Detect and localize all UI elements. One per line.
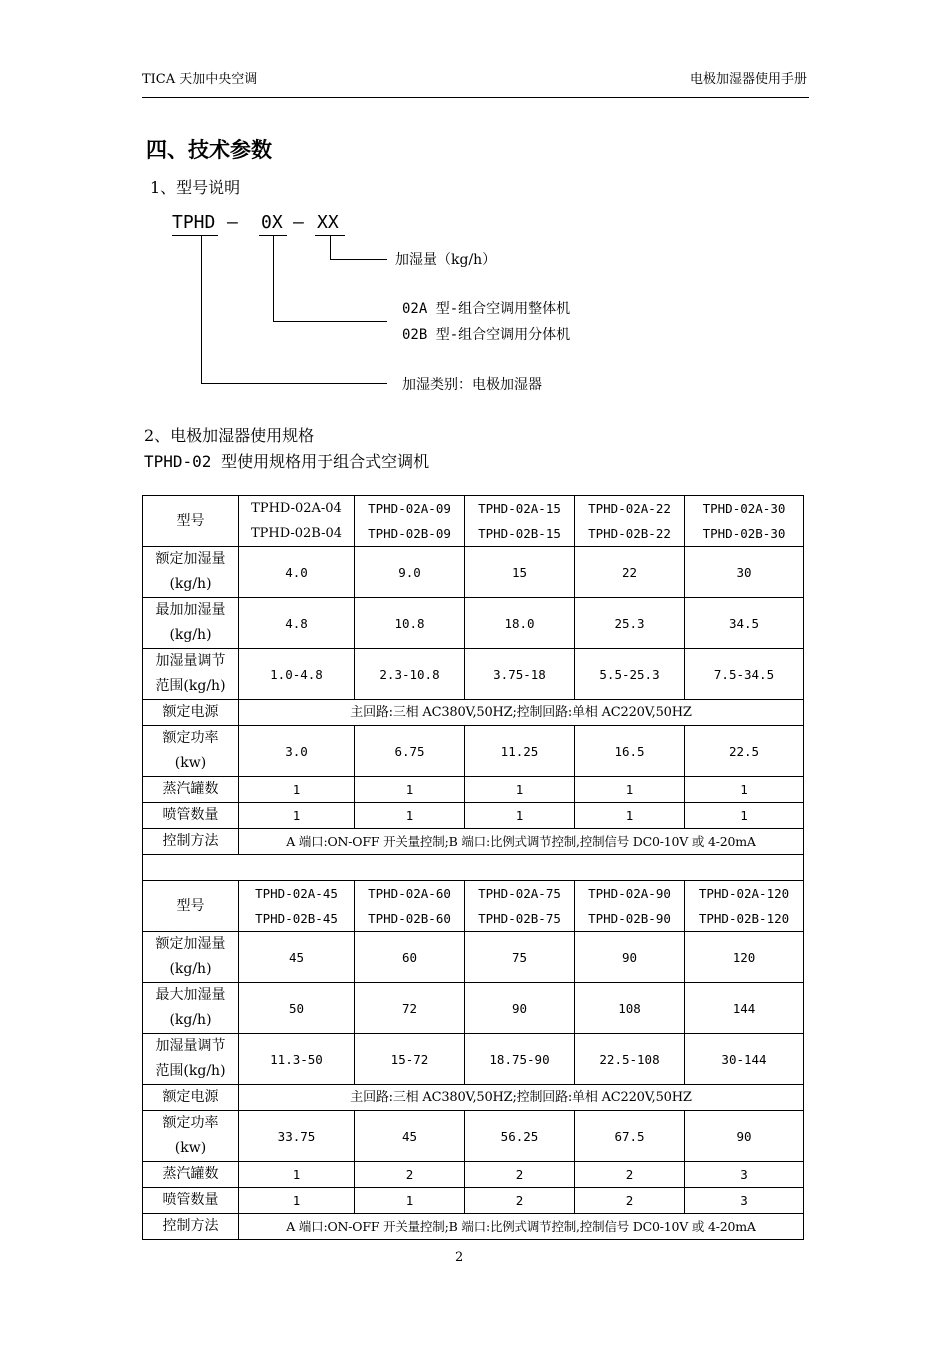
table-spacer-cell <box>143 855 804 881</box>
table1-nozzles-row <box>143 803 804 829</box>
table1-power-row <box>143 726 804 777</box>
table-cell: 3.0 <box>239 726 355 777</box>
table-cell: 1 <box>465 777 575 803</box>
table-cell: 72 <box>355 983 465 1034</box>
table-cell: 1 <box>685 803 804 829</box>
table-cell: 1 <box>465 803 575 829</box>
table-cell: 1 <box>355 777 465 803</box>
table-cell: 3.75-18 <box>465 649 575 700</box>
table2-tanks-row <box>143 1162 804 1188</box>
table2-model-cell: TPHD-02A-45 TPHD-02B-45 <box>239 881 355 932</box>
spec-table <box>142 495 804 1240</box>
table2-nozzles-label: 喷管数量 <box>143 1188 239 1214</box>
table1-model-cell: TPHD-02A-15 TPHD-02B-15 <box>465 496 575 547</box>
table2-rated-row <box>143 932 804 983</box>
table1-supply-row <box>143 700 804 726</box>
table-cell: 90 <box>465 983 575 1034</box>
table-cell: 120 <box>685 932 804 983</box>
table2-supply-row <box>143 1085 804 1111</box>
table-cell: 2 <box>575 1162 685 1188</box>
table-cell: 2 <box>355 1162 465 1188</box>
table-cell: 18.75-90 <box>465 1034 575 1085</box>
table-cell: 18.0 <box>465 598 575 649</box>
table1-model-cell: TPHD-02A-30 TPHD-02B-30 <box>685 496 804 547</box>
table-cell: 3 <box>685 1162 804 1188</box>
table1-nozzles-label: 喷管数量 <box>143 803 239 829</box>
table-cell: 34.5 <box>685 598 804 649</box>
table-cell: 2 <box>465 1162 575 1188</box>
table2-control-row <box>143 1214 804 1240</box>
spec-heading: 2、电极加湿器使用规格 <box>144 426 315 445</box>
table2-supply-label: 额定电源 <box>143 1085 239 1111</box>
table1-supply-value: 主回路:三相 AC380V,50HZ;控制回路:单相 AC220V,50HZ <box>239 700 804 726</box>
table-cell: 25.3 <box>575 598 685 649</box>
table1-rated-label: 额定加湿量 (kg/h) <box>143 547 239 598</box>
table-cell: 1.0-4.8 <box>239 649 355 700</box>
table1-tanks-row <box>143 777 804 803</box>
code-part1: TPHD <box>172 212 216 233</box>
table-cell: 1 <box>355 1188 465 1214</box>
table1-model-cell: TPHD-02A-04 TPHD-02B-04 <box>239 496 355 547</box>
table1-max-row <box>143 598 804 649</box>
table-cell: 15 <box>465 547 575 598</box>
table-cell: 4.8 <box>239 598 355 649</box>
header-right: 电极加湿器使用手册 <box>689 72 807 87</box>
table2-max-label: 最大加湿量 (kg/h) <box>143 983 239 1034</box>
table-cell: 2.3-10.8 <box>355 649 465 700</box>
table1-supply-label: 额定电源 <box>143 700 239 726</box>
table-cell: 11.25 <box>465 726 575 777</box>
bracket-vline-type <box>201 235 202 383</box>
table-cell: 90 <box>575 932 685 983</box>
table-cell: 3 <box>685 1188 804 1214</box>
table1-control-label: 控制方法 <box>143 829 239 855</box>
table2-max-row <box>143 983 804 1034</box>
table2-rated-label: 额定加湿量 (kg/h) <box>143 932 239 983</box>
table-cell: 1 <box>575 803 685 829</box>
section-title: 四、技术参数 <box>146 138 272 162</box>
table-cell: 90 <box>685 1111 804 1162</box>
table-cell: 75 <box>465 932 575 983</box>
table2-range-row <box>143 1034 804 1085</box>
table2-model-cell: TPHD-02A-75 TPHD-02B-75 <box>465 881 575 932</box>
table-cell: 1 <box>355 803 465 829</box>
table-cell: 1 <box>575 777 685 803</box>
table2-power-label: 额定功率 (kw) <box>143 1111 239 1162</box>
table1-model-row <box>143 496 804 547</box>
table-cell: 30-144 <box>685 1034 804 1085</box>
table-cell: 144 <box>685 983 804 1034</box>
table1-range-label: 加湿量调节 范围(kg/h) <box>143 649 239 700</box>
table2-model-cell: TPHD-02A-120 TPHD-02B-120 <box>685 881 804 932</box>
table-cell: 15-72 <box>355 1034 465 1085</box>
code-dash1: – <box>227 212 238 233</box>
table-cell: 1 <box>239 1188 355 1214</box>
model-desc-heading: 1、型号说明 <box>150 178 241 197</box>
table1-range-row <box>143 649 804 700</box>
table-cell: 5.5-25.3 <box>575 649 685 700</box>
table2-supply-value: 主回路:三相 AC380V,50HZ;控制回路:单相 AC220V,50HZ <box>239 1085 804 1111</box>
table-cell: 10.8 <box>355 598 465 649</box>
table1-max-label: 最加加湿量 (kg/h) <box>143 598 239 649</box>
table2-control-value: A 端口:ON-OFF 开关量控制;B 端口:比例式调节控制,控制信号 DC0-10V 或 4-20mA <box>239 1214 804 1240</box>
table1-tanks-label: 蒸汽罐数 <box>143 777 239 803</box>
table1-model-cell: TPHD-02A-09 TPHD-02B-09 <box>355 496 465 547</box>
note-02b: 02B 型-组合空调用分体机 <box>402 327 571 343</box>
table2-nozzles-row <box>143 1188 804 1214</box>
table-cell: 30 <box>685 547 804 598</box>
table1-model-cell: TPHD-02A-22 TPHD-02B-22 <box>575 496 685 547</box>
table-cell: 2 <box>465 1188 575 1214</box>
table-cell: 4.0 <box>239 547 355 598</box>
code-underline-1 <box>172 235 218 236</box>
table-cell: 22 <box>575 547 685 598</box>
bracket-hline-series <box>273 321 387 322</box>
note-capacity: 加湿量（kg/h） <box>395 252 497 268</box>
table-cell: 22.5 <box>685 726 804 777</box>
table1-rated-row <box>143 547 804 598</box>
spec-subheading: TPHD-02 型使用规格用于组合式空调机 <box>144 452 430 471</box>
table-cell: 67.5 <box>575 1111 685 1162</box>
table2-control-label: 控制方法 <box>143 1214 239 1240</box>
table-cell: 1 <box>685 777 804 803</box>
table-cell: 50 <box>239 983 355 1034</box>
bracket-hline-type <box>201 383 387 384</box>
table-cell: 60 <box>355 932 465 983</box>
code-part3: XX <box>317 212 339 233</box>
table2-model-cell: TPHD-02A-90 TPHD-02B-90 <box>575 881 685 932</box>
note-type: 加湿类别：电极加湿器 <box>402 377 542 393</box>
table-cell: 6.75 <box>355 726 465 777</box>
table-cell: 7.5-34.5 <box>685 649 804 700</box>
table1-control-row <box>143 829 804 855</box>
table-cell: 1 <box>239 803 355 829</box>
header-divider <box>142 97 809 98</box>
table-cell: 108 <box>575 983 685 1034</box>
table1-power-label: 额定功率 (kw) <box>143 726 239 777</box>
header-left: TICA 天加中央空调 <box>142 72 258 87</box>
bracket-hline-capacity <box>330 259 387 260</box>
table-cell: 1 <box>239 1162 355 1188</box>
code-part2: 0X <box>261 212 283 233</box>
table-cell: 45 <box>239 932 355 983</box>
table-spacer-row <box>143 855 804 881</box>
table-cell: 1 <box>239 777 355 803</box>
table2-power-row <box>143 1111 804 1162</box>
table-cell: 11.3-50 <box>239 1034 355 1085</box>
table1-control-value: A 端口:ON-OFF 开关量控制;B 端口:比例式调节控制,控制信号 DC0-10V 或 4-20mA <box>239 829 804 855</box>
table2-model-cell: TPHD-02A-60 TPHD-02B-60 <box>355 881 465 932</box>
table1-model-label: 型号 <box>143 496 239 547</box>
table-cell: 33.75 <box>239 1111 355 1162</box>
table2-model-row <box>143 881 804 932</box>
table-cell: 16.5 <box>575 726 685 777</box>
table-cell: 22.5-108 <box>575 1034 685 1085</box>
note-02a: 02A 型-组合空调用整体机 <box>402 301 571 317</box>
bracket-vline-series <box>273 235 274 321</box>
table-cell: 2 <box>575 1188 685 1214</box>
table2-tanks-label: 蒸汽罐数 <box>143 1162 239 1188</box>
code-dash2: – <box>293 212 304 233</box>
bracket-vline-capacity <box>330 235 331 259</box>
table2-model-label: 型号 <box>143 881 239 932</box>
table-cell: 56.25 <box>465 1111 575 1162</box>
page-number: 2 <box>455 1250 464 1265</box>
table-cell: 9.0 <box>355 547 465 598</box>
table-cell: 45 <box>355 1111 465 1162</box>
table2-range-label: 加湿量调节 范围(kg/h) <box>143 1034 239 1085</box>
